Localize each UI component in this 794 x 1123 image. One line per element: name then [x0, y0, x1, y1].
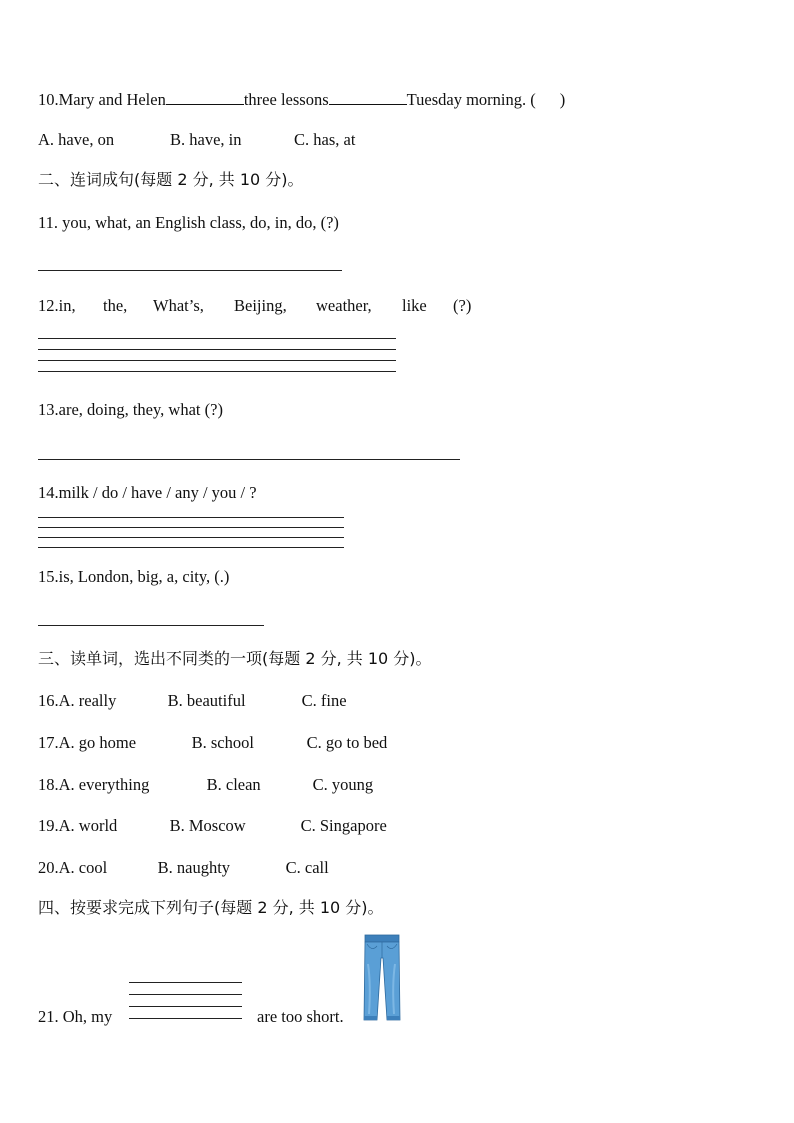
q16-number: 16. — [38, 691, 59, 710]
q10-option-c[interactable]: C. has, at — [294, 130, 356, 149]
question-19 — [38, 816, 387, 836]
q12-word-4: Beijing, — [234, 296, 287, 315]
q10-text-2: three lessons — [243, 90, 329, 109]
q20-option-b[interactable]: B. naughty — [157, 858, 231, 877]
q12-word-6: like — [402, 296, 427, 315]
q12-answer-line-2[interactable] — [38, 349, 396, 350]
q18-option-a[interactable]: A. everything — [58, 775, 150, 794]
q10-text-3: Tuesday morning. ( — [406, 90, 536, 109]
question-12 — [38, 296, 471, 316]
q12-word-1: 12.in, — [38, 296, 76, 315]
q18-option-c[interactable]: C. young — [312, 775, 374, 794]
q20-option-c[interactable]: C. call — [285, 858, 329, 877]
question-17 — [38, 733, 387, 753]
q20-option-a[interactable]: A. cool — [58, 858, 108, 877]
q10-option-b[interactable]: B. have, in — [170, 130, 242, 149]
section-4-heading: 四、按要求完成下列句子(每题 2 分, 共 10 分)。 — [38, 898, 384, 917]
q10-text-4: ) — [559, 90, 566, 109]
q14-answer-line-2[interactable] — [38, 527, 344, 528]
q21-answer-line-3[interactable] — [129, 1006, 242, 1007]
q21-answer-line-4[interactable] — [129, 1018, 242, 1019]
q19-number: 19. — [38, 816, 59, 835]
q16-option-c[interactable]: C. fine — [301, 691, 347, 710]
q12-answer-line-3[interactable] — [38, 360, 396, 361]
q17-option-c[interactable]: C. go to bed — [306, 733, 388, 752]
question-20 — [38, 858, 329, 878]
q20-number: 20. — [38, 858, 59, 877]
question-21 — [38, 1007, 112, 1027]
q14-answer-line-3[interactable] — [38, 537, 344, 538]
question-11: 11. you, what, an English class, do, in, do, (?) — [38, 213, 339, 232]
question-15: 15.is, London, big, a, city, (.) — [38, 567, 230, 586]
question-18 — [38, 775, 373, 795]
question-14: 14.milk / do / have / any / you / ? — [38, 483, 257, 502]
q10-blank-1[interactable] — [166, 88, 244, 105]
q14-answer-line-4[interactable] — [38, 547, 344, 548]
section-3-heading: 三、读单词，选出不同类的一项(每题 2 分, 共 10 分)。 — [38, 649, 432, 668]
q17-option-b[interactable]: B. school — [191, 733, 254, 752]
q17-option-a[interactable]: A. go home — [58, 733, 137, 752]
question-16 — [38, 691, 347, 711]
question-10 — [38, 88, 565, 110]
q19-option-b[interactable]: B. Moscow — [169, 816, 246, 835]
q12-word-5: weather, — [316, 296, 372, 315]
q21-text-2-line — [257, 1007, 344, 1027]
q12-word-2: the, — [103, 296, 128, 315]
q19-option-a[interactable]: A. world — [58, 816, 118, 835]
q13-answer-line[interactable] — [38, 459, 460, 460]
q16-option-a[interactable]: A. really — [58, 691, 117, 710]
section-2-heading: 二、连词成句(每题 2 分, 共 10 分)。 — [38, 170, 304, 189]
q16-option-b[interactable]: B. beautiful — [167, 691, 246, 710]
question-13: 13.are, doing, they, what (?) — [38, 400, 223, 419]
jeans-image — [362, 934, 402, 1024]
q10-options — [38, 130, 355, 150]
q21-answer-line-2[interactable] — [129, 994, 242, 995]
q18-option-b[interactable]: B. clean — [206, 775, 261, 794]
q15-answer-line[interactable] — [38, 625, 264, 626]
q12-word-7: (?) — [453, 296, 472, 315]
q14-answer-line-1[interactable] — [38, 517, 344, 518]
q21-answer-line-1[interactable] — [129, 982, 242, 983]
q12-answer-line-1[interactable] — [38, 338, 396, 339]
q10-blank-2[interactable] — [329, 88, 407, 105]
q21-text-1: 21. Oh, my — [38, 1007, 113, 1026]
q17-number: 17. — [38, 733, 59, 752]
q11-answer-line[interactable] — [38, 270, 342, 271]
q12-word-3: What’s, — [153, 296, 204, 315]
q18-number: 18. — [38, 775, 59, 794]
q12-answer-line-4[interactable] — [38, 371, 396, 372]
q10-text-1: 10.Mary and Helen — [38, 90, 166, 109]
q21-text-2: are too short. — [257, 1007, 344, 1026]
q19-option-c[interactable]: C. Singapore — [300, 816, 387, 835]
q10-option-a[interactable]: A. have, on — [38, 130, 115, 149]
